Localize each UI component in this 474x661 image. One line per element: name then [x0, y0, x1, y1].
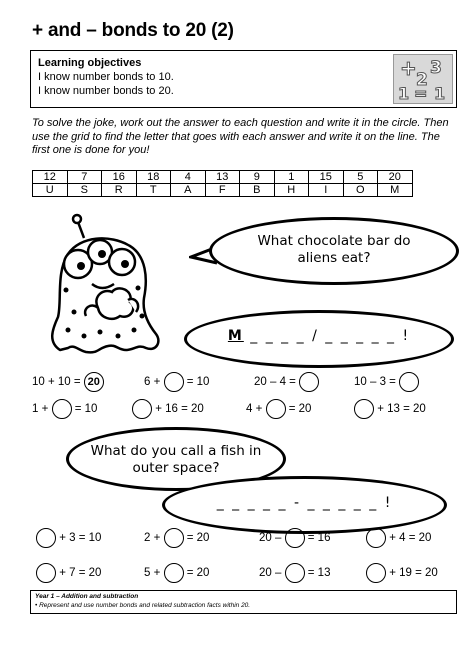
code-number-cell: 7	[67, 171, 102, 184]
answer-circle[interactable]	[354, 399, 374, 419]
equation-right-text: + 3 = 10	[56, 532, 102, 544]
equation-right-text: + 19 = 20	[386, 567, 438, 579]
answer-circle[interactable]	[299, 372, 319, 392]
answer-circle[interactable]	[164, 528, 184, 548]
answer-circle[interactable]	[285, 563, 305, 583]
objective-1: I know number bonds to 10.	[38, 71, 174, 83]
answer-circle[interactable]	[266, 399, 286, 419]
equation	[354, 399, 426, 419]
code-grid	[32, 170, 413, 197]
equation-left-text: 10 + 10 =	[32, 376, 84, 388]
equation-right-text: = 20	[183, 567, 210, 579]
equation-left-text: 10 – 3 =	[354, 376, 400, 388]
equation-right-text: = 10	[71, 403, 98, 415]
code-letter-cell: B	[240, 184, 275, 197]
code-letter-cell: R	[102, 184, 137, 197]
code-letter-cell: F	[205, 184, 240, 197]
equation	[144, 372, 209, 392]
code-number-cell: 18	[136, 171, 171, 184]
answer-circle[interactable]	[366, 563, 386, 583]
equation	[32, 372, 104, 392]
code-number-cell: 4	[171, 171, 206, 184]
svg-text:1: 1	[398, 84, 410, 103]
objective-2: I know number bonds to 20.	[38, 85, 174, 97]
joke2-answer-bubble	[162, 476, 447, 534]
svg-text:+: +	[400, 56, 417, 80]
learning-objectives-box	[30, 50, 457, 108]
equation-left-text: 20 – 4 =	[254, 376, 300, 388]
equation-left-text: 20 –	[259, 567, 285, 579]
joke1-question-line2: aliens eat?	[297, 250, 371, 266]
instructions-text: To solve the joke, work out the answer to each question and write it in the circle. Then use the grid to find the letter that goes with each answer and write it on the line. The first one is done for you!	[32, 117, 449, 156]
answer-circle[interactable]	[164, 372, 184, 392]
answer-circle[interactable]	[285, 528, 305, 548]
equation	[32, 399, 97, 419]
code-number-cell: 13	[205, 171, 240, 184]
equation-left-text: 5 +	[144, 567, 164, 579]
code-letter-cell: O	[343, 184, 378, 197]
code-letter-cell: S	[67, 184, 102, 197]
answer-circle[interactable]	[36, 528, 56, 548]
equation-right-text: = 13	[304, 567, 331, 579]
code-letter-cell: A	[171, 184, 206, 197]
footer-heading: Year 1 – Addition and subtraction	[35, 593, 139, 600]
footer-bullet: • Represent and use number bonds and related subtraction facts within 20.	[35, 602, 251, 609]
answer-circle[interactable]	[164, 563, 184, 583]
equation-right-text: = 10	[183, 376, 210, 388]
worksheet-page	[14, 0, 460, 661]
code-number-cell: 15	[309, 171, 344, 184]
objectives-heading: Learning objectives	[38, 57, 142, 69]
equation	[259, 528, 330, 548]
svg-text:1: 1	[434, 84, 446, 103]
equation	[132, 399, 204, 419]
equation	[366, 563, 438, 583]
equation-right-text: = 20	[285, 403, 312, 415]
equation	[259, 563, 330, 583]
code-number-cell: 1	[274, 171, 309, 184]
numbers-logo-icon	[393, 54, 453, 104]
equation-right-text: + 4 = 20	[386, 532, 432, 544]
code-grid-numbers-row	[33, 171, 413, 184]
equation-left-text: 20 –	[259, 532, 285, 544]
code-letter-cell: T	[136, 184, 171, 197]
equation-right-text: = 16	[304, 532, 331, 544]
equation	[144, 528, 209, 548]
curriculum-footer	[30, 590, 457, 614]
joke1-answer-bubble	[184, 310, 454, 368]
code-letter-cell: I	[309, 184, 344, 197]
answer-circle[interactable]	[399, 372, 419, 392]
equation-left-text: 2 +	[144, 532, 164, 544]
joke1-question-line1: What chocolate bar do	[257, 233, 411, 249]
code-number-cell: 12	[33, 171, 68, 184]
equation-left-text: 6 +	[144, 376, 164, 388]
joke1-answer-blanks[interactable]: _ _ _ _ / _ _ _ _ _ !	[243, 328, 411, 344]
equation	[354, 372, 419, 392]
code-letter-cell: H	[274, 184, 309, 197]
answer-circle[interactable]	[366, 528, 386, 548]
equation-right-text: + 7 = 20	[56, 567, 102, 579]
joke2-question-line2: outer space?	[132, 460, 220, 476]
alien-illustration	[38, 212, 178, 357]
svg-text:=: =	[414, 84, 428, 103]
equation-left-text: 1 +	[32, 403, 52, 415]
joke1-question-bubble	[209, 217, 459, 285]
joke1-answer-first-letter: M	[227, 328, 244, 344]
answer-circle[interactable]: 20	[84, 372, 104, 392]
code-number-cell: 9	[240, 171, 275, 184]
equation	[246, 399, 311, 419]
code-number-cell: 5	[343, 171, 378, 184]
equation	[36, 563, 101, 583]
equation-right-text: + 13 = 20	[374, 403, 426, 415]
page-title: + and – bonds to 20 (2)	[32, 20, 234, 41]
answer-circle[interactable]	[36, 563, 56, 583]
equation	[366, 528, 431, 548]
joke2-question-line1: What do you call a fish in	[90, 443, 262, 459]
equation	[254, 372, 319, 392]
code-number-cell: 16	[102, 171, 137, 184]
equation-left-text: 4 +	[246, 403, 266, 415]
svg-text:3: 3	[430, 58, 442, 78]
equation-right-text: = 20	[183, 532, 210, 544]
code-letter-cell: U	[33, 184, 68, 197]
answer-circle[interactable]	[132, 399, 152, 419]
code-number-cell: 20	[378, 171, 413, 184]
equation	[36, 528, 101, 548]
code-grid-letters-row	[33, 184, 413, 197]
joke2-answer-blanks[interactable]: _ _ _ _ _ - _ _ _ _ _ !	[216, 495, 393, 511]
equation-right-text: + 16 = 20	[152, 403, 204, 415]
svg-text:2: 2	[416, 70, 428, 90]
code-letter-cell: M	[378, 184, 413, 197]
answer-circle[interactable]	[52, 399, 72, 419]
equation	[144, 563, 209, 583]
